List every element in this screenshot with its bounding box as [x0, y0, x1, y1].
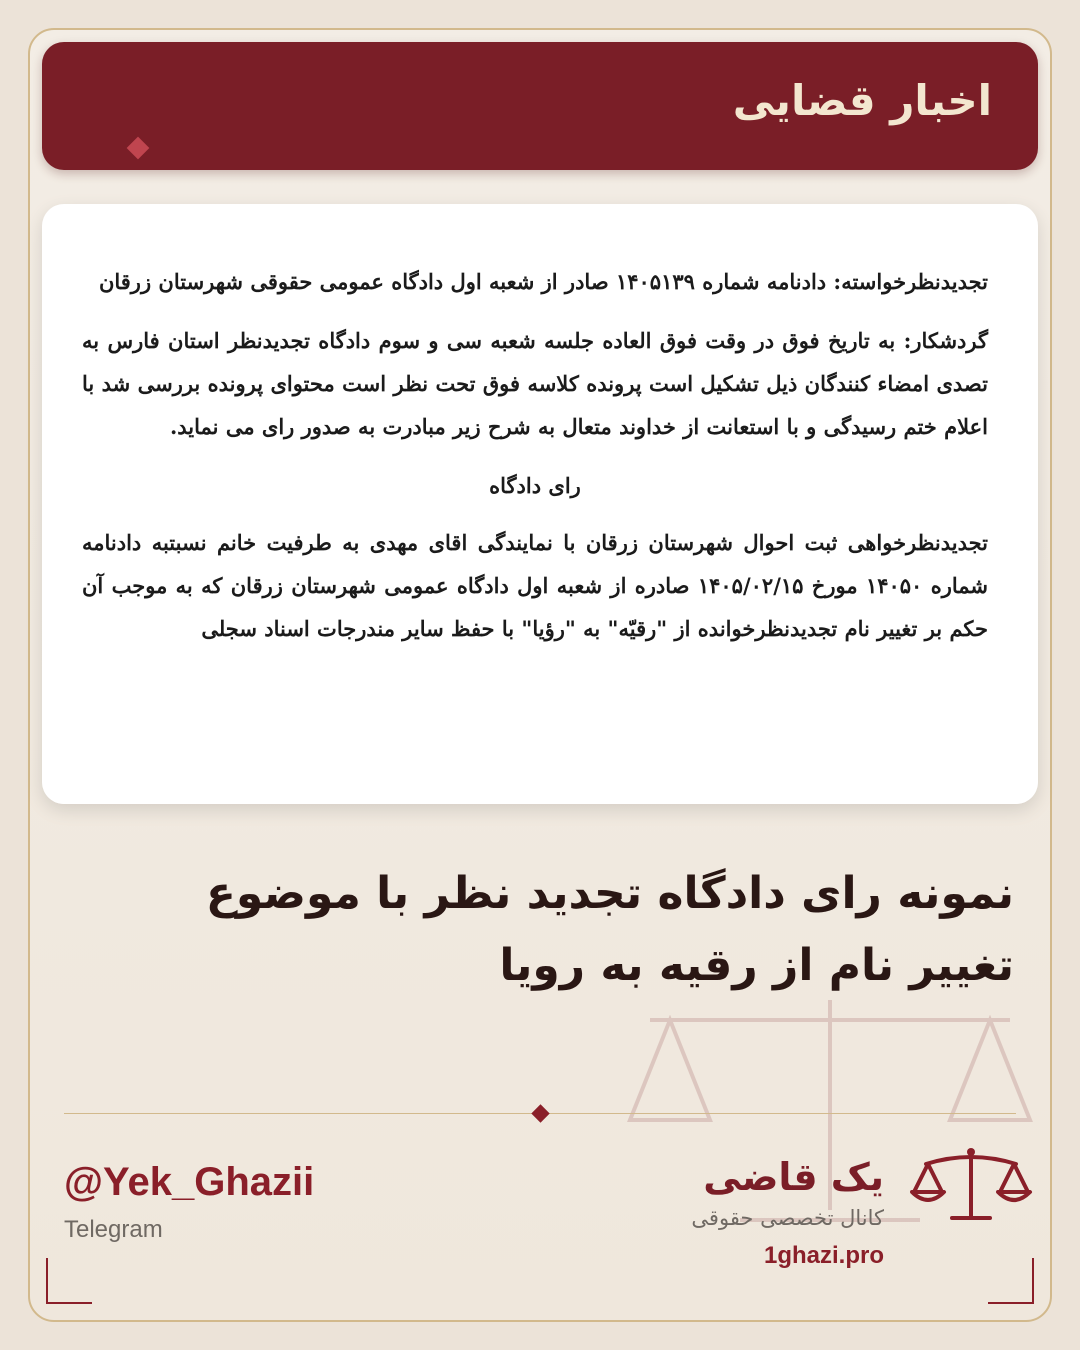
brand-website-link[interactable]: 1ghazi.pro — [763, 1242, 884, 1269]
document-text — [82, 260, 988, 666]
corner-ornament — [988, 1258, 1034, 1304]
corner-ornament — [46, 1258, 92, 1304]
document-ruling: تجدیدنظرخواهی ثبت احوال شهرستان زرقان با نمایندگی اقای مهدی به طرفیت خانم نسبتبه دادنامه شماره ۱۴۰۵۰ مورخ ۱۴۰۵/۰۲/۱۵ صادره از شعبه اول دادگاه عمومی شهرستان زرقان که به موجب آن حکم بر تغییر نام تجدیدنظرخوانده از "رقیّه" به "رؤیا" با حفظ سایر مندرجات اسناد سجلی — [82, 530, 988, 641]
post-headline — [114, 858, 1014, 1002]
section-header — [42, 42, 1038, 170]
document-fade — [42, 764, 1038, 804]
document-paragraph: تجدیدنظرخواسته: دادنامه شماره ۱۴۰۵۱۳۹ صادر از شعبه اول دادگاه عمومی حقوقی شهرستان زرقان — [98, 269, 988, 294]
headline-line-1: نمونه رای دادگاه تجدید نظر با موضوع — [205, 868, 1014, 919]
document-paragraph: گردشکار: به تاریخ فوق در وقت فوق العاده جلسه شعبه سی و سوم دادگاه تجدیدنظر استان فارس به تصدی امضاء کنندگان ذیل تشکیل است پرونده کلاسه فوق تحت نظر است محتوای پرونده بررسی شد با اعلام ختم رسیدگی و با استعانت از خداوند متعال به شرح زیر مبادرت به صدور رای می نماید. — [82, 328, 988, 439]
headline-line-2: تغییر نام از رقیه به رویا — [499, 940, 1014, 991]
brand-name: یک قاضی — [703, 1155, 884, 1199]
section-title: اخبار قضایی — [732, 76, 992, 125]
telegram-handle[interactable]: @Yek_Ghazii — [64, 1160, 315, 1204]
brand-tagline: کانال تخصصی حقوقی — [691, 1206, 884, 1230]
diamond-ornament-icon — [127, 137, 150, 160]
telegram-label: Telegram — [64, 1216, 163, 1243]
scales-of-justice-icon — [908, 1146, 1038, 1226]
document-image — [42, 204, 1038, 804]
document-heading: رای دادگاه — [489, 473, 581, 498]
